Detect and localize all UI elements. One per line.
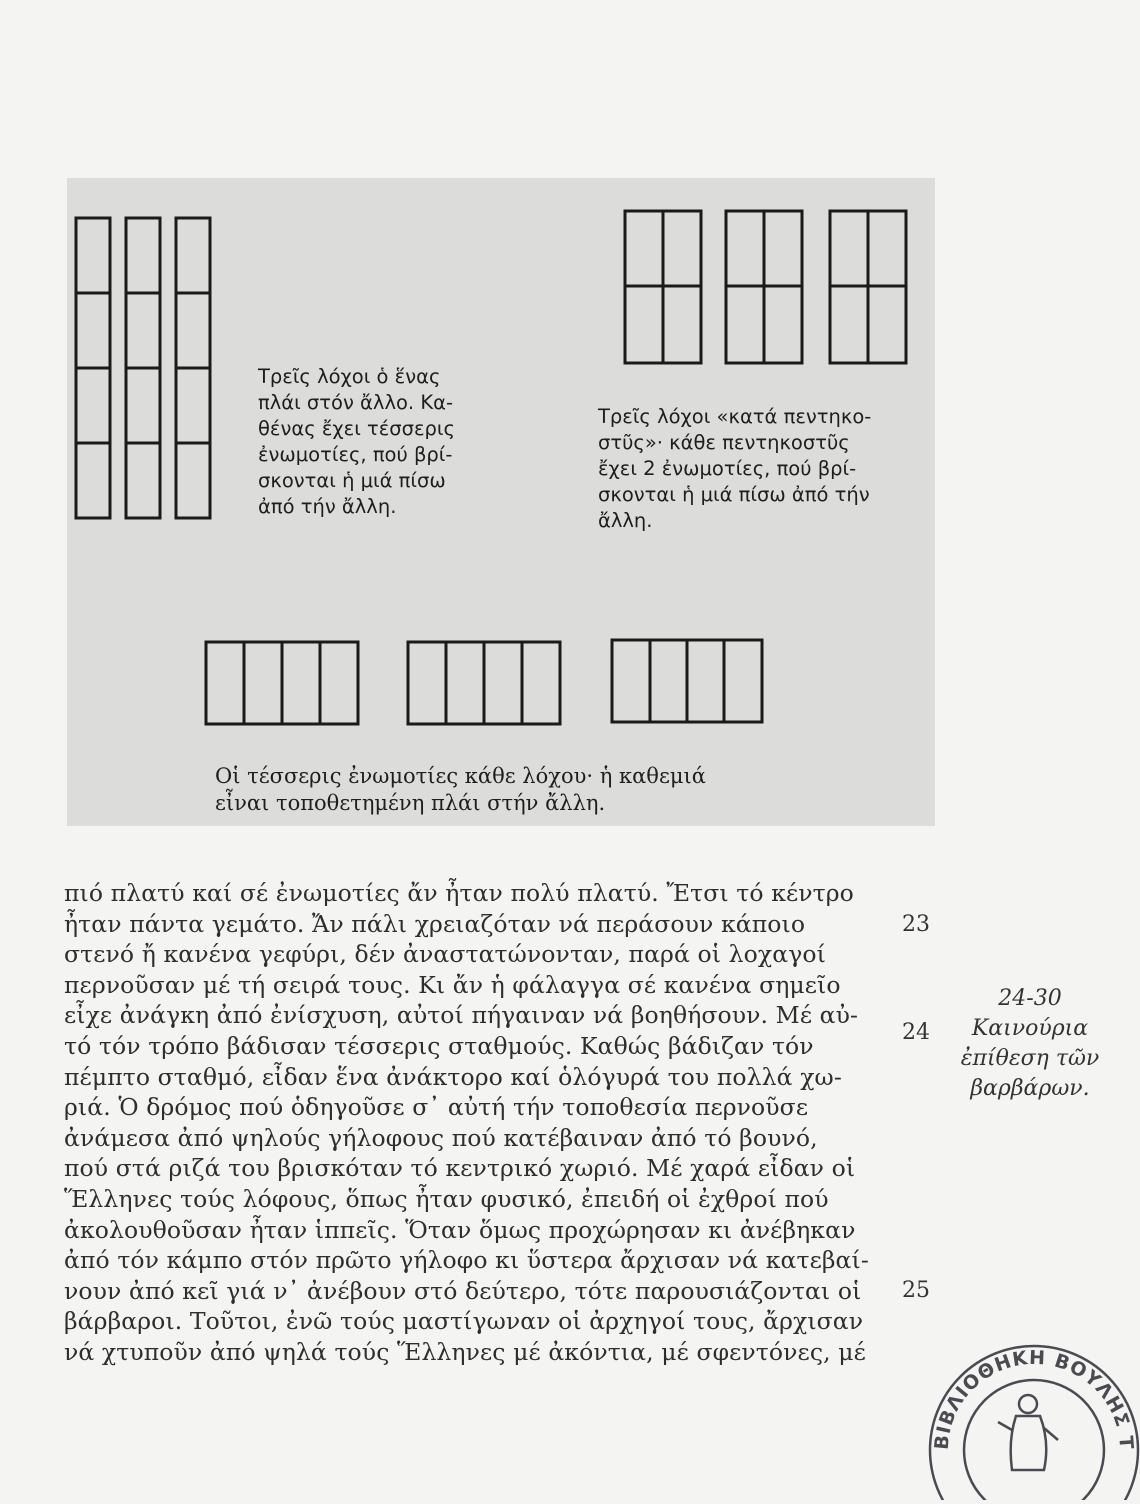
text-line: Ἕλληνες τούς λόφους, ὅπως ἦταν φυσικό, ἐπειδή οἱ ἐχθροί πού bbox=[64, 1184, 829, 1213]
text-line: πιό πλατύ καί σέ ἐνωμοτίες ἄν ἦταν πολύ πλατύ. Ἔτσι τό κέντρο bbox=[64, 879, 854, 907]
lochos-column-2 bbox=[126, 218, 160, 518]
enomoties-block-3 bbox=[612, 640, 762, 722]
diagram-three-lochoi-columns bbox=[70, 212, 220, 524]
diagram-pentekostys bbox=[620, 206, 920, 368]
text-line: νά χτυποῦν ἀπό ψηλά τούς Ἕλληνες μέ ἀκόντια, μέ σφεντόνες, μέ bbox=[64, 1337, 866, 1366]
enomoties-block-2 bbox=[408, 642, 560, 724]
text-line: τό τόν τρόπο βάδισαν τέσσερις σταθμούς. Καθώς βάδιζαν τόν bbox=[64, 1031, 814, 1060]
caption-enomoties-side: Οἱ τέσσερις ἐνωμοτίες κάθε λόχου· ἡ καθεμιά εἶναι τοποθετημένη πλάι στήν ἄλλη. bbox=[215, 764, 706, 815]
enomoties-block-1 bbox=[206, 642, 358, 724]
text-line: εἶχε ἀνάγκη ἀπό ἐνίσχυση, αὐτοί πήγαιναν νά βοηθήσουν. Μέ αὐ- bbox=[64, 1001, 859, 1030]
margin-note-line: ἐπίθεση τῶν bbox=[960, 1046, 1100, 1071]
pentekostys-block-1 bbox=[625, 211, 701, 363]
text-line: ἦταν πάντα γεμάτο. Ἄν πάλι χρειαζόταν νά περάσουν κάποιο bbox=[64, 909, 806, 938]
stamp-figure-icon bbox=[998, 1395, 1058, 1470]
margin-note-line: Καινούρια bbox=[971, 1016, 1089, 1041]
pentekostys-block-2 bbox=[726, 211, 802, 363]
text-line: βάρβαροι. Τοῦτοι, ἐνῶ τούς μαστίγωναν οἱ ἀρχηγοί τους, ἄρχισαν bbox=[64, 1307, 864, 1336]
text-line: ἀνάμεσα ἀπό ψηλούς γήλοφους πού κατέβαιναν ἀπό τό βουνό, bbox=[64, 1123, 818, 1152]
library-stamp bbox=[908, 1330, 1140, 1504]
text-line: περνοῦσαν μέ τή σειρά τους. Κι ἄν ἡ φάλαγγα σέ κανένα σημεῖο bbox=[64, 970, 841, 999]
text-line: ἀκολουθοῦσαν ἦταν ἱππεῖς. Ὅταν ὅμως προχώρησαν κι ἀνέβηκαν bbox=[64, 1215, 856, 1244]
line-number-25: 25 bbox=[902, 1278, 930, 1303]
text-line: στενό ἤ κανένα γεφύρι, δέν ἀναστατώνονταν, παρά οἱ λοχαγοί bbox=[64, 940, 826, 969]
caption-three-lochoi-side: Τρεῖς λόχοι ὁ ἕνας πλάι στόν ἄλλο. Κα- θένας ἔχει τέσσερις ἐνωμοτίες, πού βρί- σκονται ἡ μιά πίσω ἀπό τήν ἄλλη. bbox=[258, 365, 455, 518]
stamp-text: ΒΙΒΛΙΟΘΗΚΗ ΒΟΥΛΗΣ Τ bbox=[930, 1346, 1138, 1451]
margin-note-line: βαρβάρων. bbox=[970, 1076, 1090, 1101]
text-line: πέμπτο σταθμό, εἶδαν ἕνα ἀνάκτορο καί ὁλόγυρά του πολλά χω- bbox=[64, 1062, 842, 1091]
text-line: ἀπό τόν κάμπο στόν πρῶτο γήλοφο κι ὕστερα ἄρχισαν νά κατεβαί- bbox=[64, 1246, 869, 1275]
pentekostys-block-3 bbox=[830, 211, 906, 363]
margin-note-range: 24-30 bbox=[998, 986, 1062, 1011]
line-number-24: 24 bbox=[902, 1020, 930, 1045]
line-number-23: 23 bbox=[902, 912, 930, 937]
lochos-column-1 bbox=[76, 218, 110, 518]
caption-pentekostys: Τρεῖς λόχοι «κατά πεντηκο- στῦς»· κάθε πεντηκοστῦς ἔχει 2 ἐνωμοτίες, πού βρί- σκονται ἡ μιά πίσω ἀπό τήν ἄλλη. bbox=[598, 405, 872, 532]
margin-note bbox=[940, 984, 1120, 1104]
text-line: ριά. Ὁ δρόμος πού ὁδηγοῦσε σ᾿ αὐτή τήν τοποθεσία περνοῦσε bbox=[64, 1093, 809, 1122]
diagram-enomoties-side bbox=[200, 636, 770, 728]
text-line: πού στά ριζά του βρισκόταν τό κεντρικό χωριό. Μέ χαρά εἶδαν οἱ bbox=[64, 1154, 856, 1183]
body-text bbox=[64, 878, 909, 1368]
lochos-column-3 bbox=[176, 218, 210, 518]
text-line: νουν ἀπό κεῖ γιά ν᾿ ἀνέβουν στό δεύτερο, τότε παρουσιάζονται οἱ bbox=[64, 1276, 862, 1305]
